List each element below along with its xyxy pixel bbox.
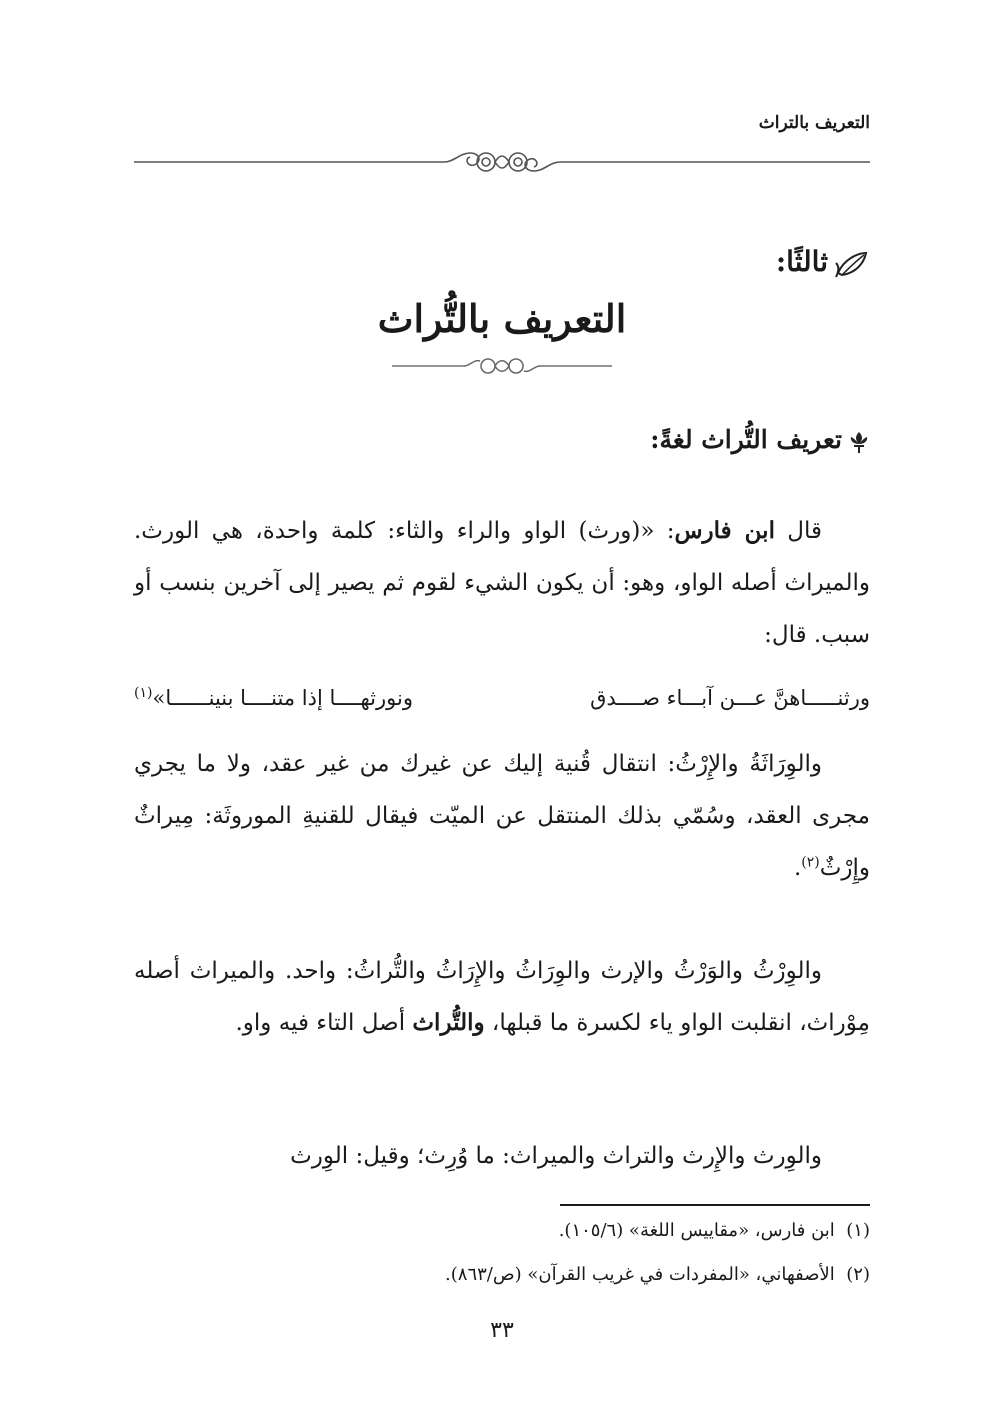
subheading-text: تعريف التُّراث لغةً: xyxy=(650,425,842,454)
section-label-text: ثالثًا: xyxy=(775,245,828,278)
section-label xyxy=(570,245,870,289)
subheading xyxy=(370,425,870,469)
chapter-title: التعريف بالتُّراث xyxy=(377,296,627,341)
header-ornament-rule xyxy=(134,145,870,179)
footnote-2 xyxy=(134,1264,870,1294)
title-ornament-divider xyxy=(392,353,612,379)
paragraph-wiratha: والوِرَاثَةُ والإِرْثُ: انتقال قُنية إليك عن غيرك من غير عقد، ولا ما يجري مجرى العقد، وسُمّي بذلك المنتقل عن الميّت فيقال للقنيةِ الموروثَة: مِيراثٌ وإِرْثٌ$^{(٢)}$. xyxy=(134,751,870,881)
paragraph-wirth: والوِرث والإِرث والتراث والميراث: ما وُرِث؛ وقيل: الوِرث xyxy=(290,1143,822,1169)
footnote-text: ابن فارس، «مقاييس اللغة» (١٠٥/٦). xyxy=(558,1220,835,1241)
footnote-separator xyxy=(560,1204,870,1206)
footnote-ref-1[interactable]: (١) xyxy=(134,685,153,701)
footnote-number: (١) xyxy=(846,1220,870,1241)
leaf-flourish-icon xyxy=(834,249,870,279)
paragraph-ibn-faris: قال ابن فارس: «(ورث) الواو والراء والثاء: كلمة واحدة، هي الورث. والميراث أصله الواو، وهو: أن يكون الشيء لقوم ثم يصير إلى آخرين بنسب أو سبب. قال: xyxy=(134,517,870,648)
page-number: ٣٣ xyxy=(490,1318,514,1343)
verse-second-hemistich: ونورثهــــا إذا متنــــا بنينــــــا»$^{(١)}$ xyxy=(134,685,413,710)
footnote-number: (٢) xyxy=(846,1264,870,1285)
poetry-verse xyxy=(134,686,870,726)
paragraph-synonyms: والوِرْثُ والوَرْثُ والإرث والوِرَاثُ والإِرَاثُ والتُّراثُ: واحد. والميراث أصله مِوْراث، انقلبت الواو ياء لكسرة ما قبلها، والتُّراث أصل التاء فيه واو. xyxy=(134,958,870,1036)
fleur-de-lis-icon xyxy=(848,430,870,454)
verse-first-hemistich: ورثنـــــاهنَّ عـــن آبـــاء صــــدق xyxy=(590,686,870,710)
footnote-ref-2[interactable]: (٢) xyxy=(801,854,820,871)
running-head: التعريف بالتراث xyxy=(758,113,870,133)
footnote-1 xyxy=(134,1220,870,1250)
footnote-text: الأصفهاني، «المفردات في غريب القرآن» (ص/٨٦٣). xyxy=(445,1264,835,1285)
author-name: ابن فارس xyxy=(674,517,775,544)
bold-term-turath: والتُّراث xyxy=(412,1009,485,1036)
